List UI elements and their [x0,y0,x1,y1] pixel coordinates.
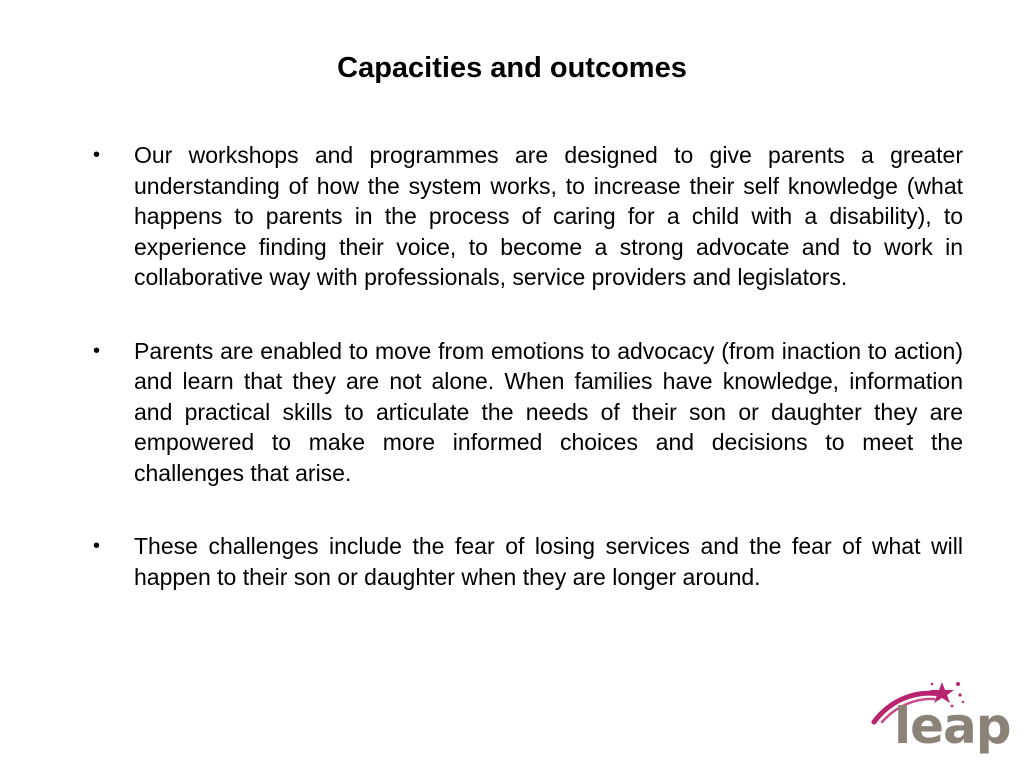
logo-wordmark: leap [894,697,1011,755]
bullet-text: Parents are enabled to move from emotions to advocacy (from inaction to action) and learn that they are not alone. When families have knowledge, information and practical skills to articulate the needs of their son or daughter they are empowered to make more informed choices and decisions to meet the challenges that arise. [134,337,963,486]
bullet-dot-icon: • [93,339,101,362]
slide-title: Capacities and outcomes [337,52,687,84]
leap-logo [868,678,1011,758]
bullet-item [93,140,963,293]
bullet-text: Our workshops and programmes are designed to give parents a greater understanding of how the system works, to increase their self knowledge (what happens to parents in the process of caring for a child with a disability), to experience finding their voice, to become a strong advocate and to work in collaborative way with professionals, service providers and legislators. [134,142,963,290]
bullet-item [93,336,963,489]
bullet-dot-icon: • [93,144,101,166]
bullet-text: These challenges include the fear of losing services and the fear of what will happen to their son or daughter when they are longer around. [134,533,963,590]
bullet-item [93,531,963,592]
bullet-list [93,140,963,635]
bullet-dot-icon: • [93,535,101,557]
